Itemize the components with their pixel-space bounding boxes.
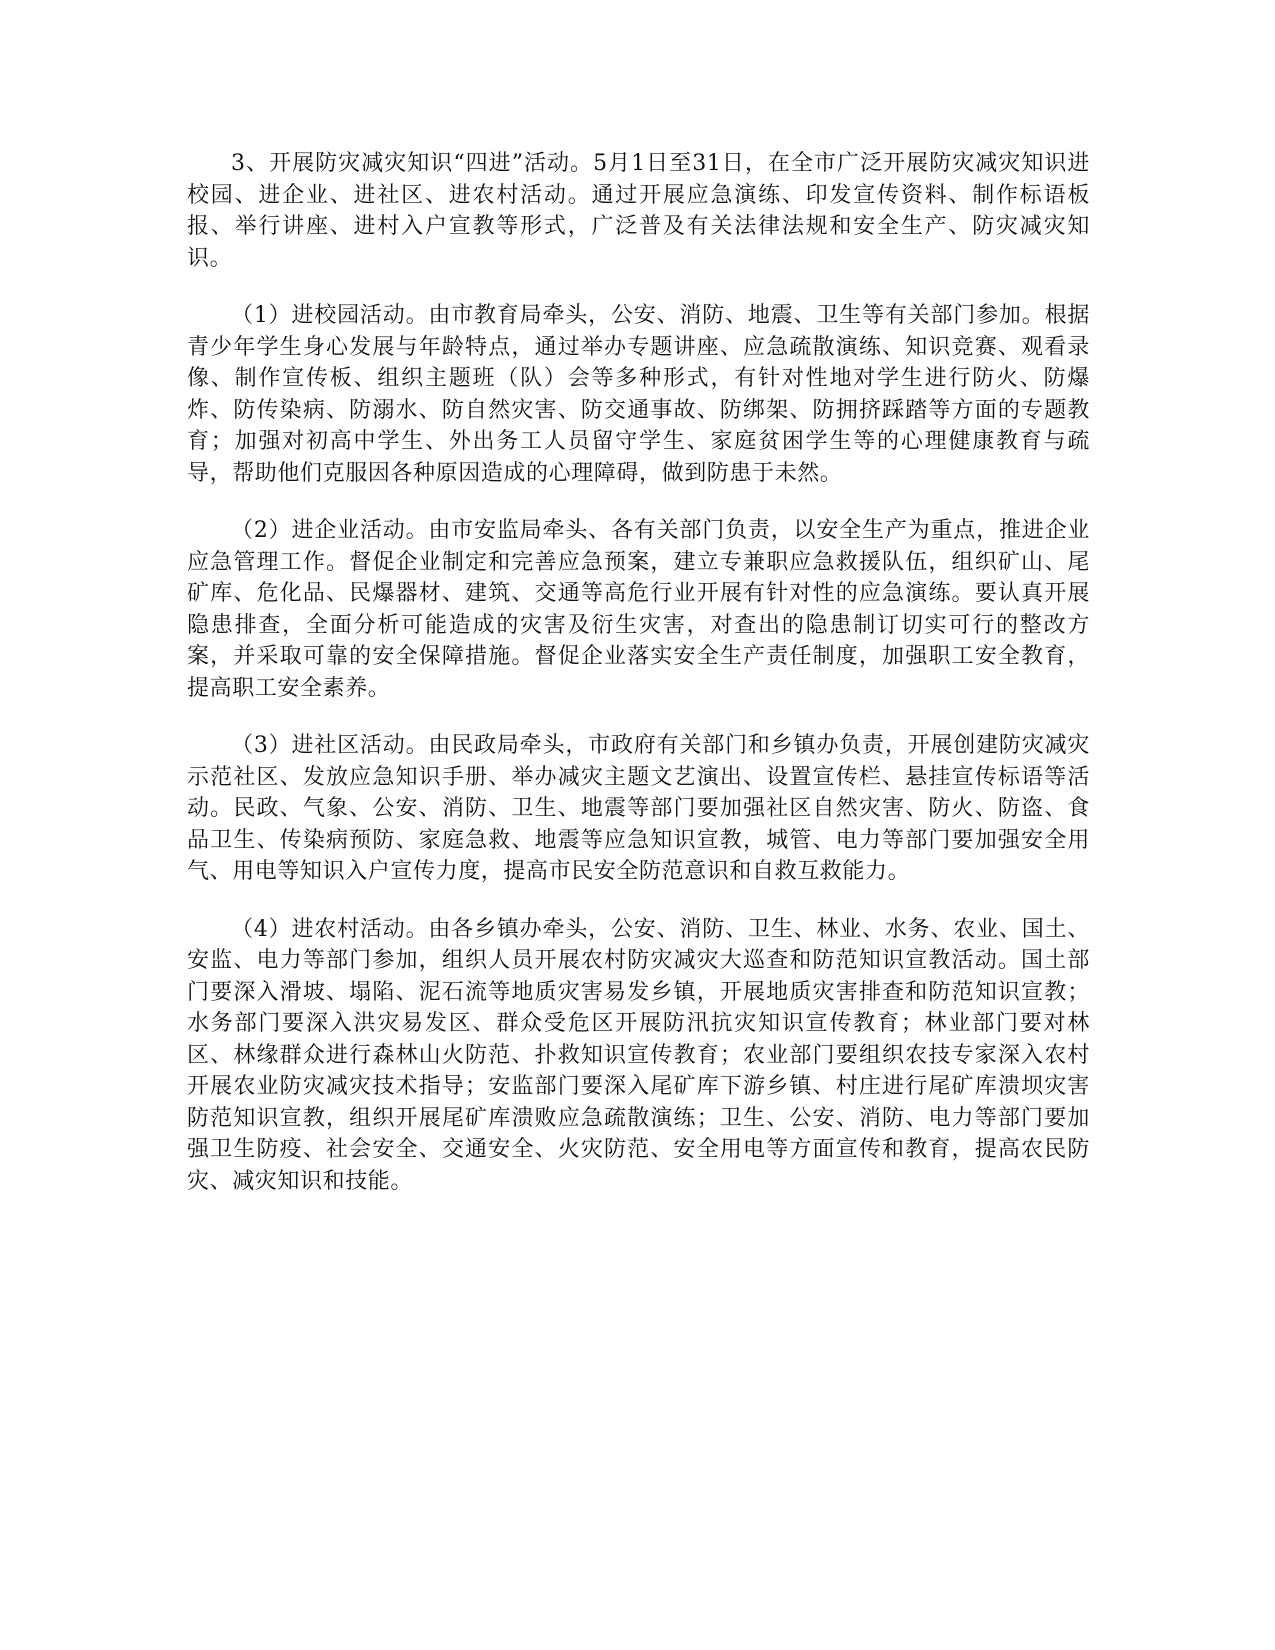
- paragraph-rural-activity: （4）进农村活动。由各乡镇办牵头，公安、消防、卫生、林业、水务、农业、国土、安监、电力等部门参加，组织人员开展农村防灾减灾大巡查和防范知识宣教活动。国土部门要深入滑坡、塌陷、泥石流等地质灾害易发乡镇，开展地质灾害排查和防范知识宣教；水务部门要深入洪灾易发区、群众受危区开展防汛抗灾知识宣传教育；林业部门要对林区、林缘群众进行森林山火防范、扑救知识宣传教育；农业部门要组织农技专家深入农村开展农业防灾减灾技术指导；安监部门要深入尾矿库下游乡镇、村庄进行尾矿库溃坝灾害防范知识宣教，组织开展尾矿库溃败应急疏散演练；卫生、公安、消防、电力等部门要加强卫生防疫、社会安全、交通安全、火灾防范、安全用电等方面宣传和教育，提高农民防灾、减灾知识和技能。: [187, 916, 1090, 1194]
- document-body: [187, 148, 1090, 1223]
- paragraph-enterprise-activity: （2）进企业活动。由市安监局牵头、各有关部门负责，以安全生产为重点，推进企业应急管理工作。督促企业制定和完善应急预案，建立专兼职应急救援队伍，组织矿山、尾矿库、危化品、民爆器材、建筑、交通等高危行业开展有针对性的应急演练。要认真开展隐患排查，全面分析可能造成的灾害及衍生灾害，对查出的隐患制订切实可行的整改方案，并采取可靠的安全保障措施。督促企业落实安全生产责任制度，加强职工安全教育，提高职工安全素养。: [187, 518, 1090, 701]
- paragraph-school-activity: （1）进校园活动。由市教育局牵头，公安、消防、地震、卫生等有关部门参加。根据青少年学生身心发展与年龄特点，通过举办专题讲座、应急疏散演练、知识竞赛、观看录像、制作宣传板、组织主题班（队）会等多种形式，有针对性地对学生进行防火、防爆炸、防传染病、防溺水、防自然灾害、防交通事故、防绑架、防拥挤踩踏等方面的专题教育；加强对初高中学生、外出务工人员留守学生、家庭贫困学生等的心理健康教育与疏导，帮助他们克服因各种原因造成的心理障碍，做到防患于未然。: [187, 303, 1090, 486]
- paragraph-community-activity: （3）进社区活动。由民政局牵头，市政府有关部门和乡镇办负责，开展创建防灾减灾示范社区、发放应急知识手册、举办减灾主题文艺演出、设置宣传栏、悬挂宣传标语等活动。民政、气象、公安、消防、卫生、地震等部门要加强社区自然灾害、防火、防盗、食品卫生、传染病预防、家庭急救、地震等应急知识宣教，城管、电力等部门要加强安全用气、用电等知识入户宣传力度，提高市民安全防范意识和自救互救能力。: [187, 733, 1090, 884]
- paragraph-four-entries-activity: 3、开展防灾减灾知识“四进”活动。5月1日至31日，在全市广泛开展防灾减灾知识进校园、进企业、进社区、进农村活动。通过开展应急演练、印发宣传资料、制作标语板报、举行讲座、进村入户宣教等形式，广泛普及有关法律法规和安全生产、防灾减灾知识。: [187, 151, 1090, 271]
